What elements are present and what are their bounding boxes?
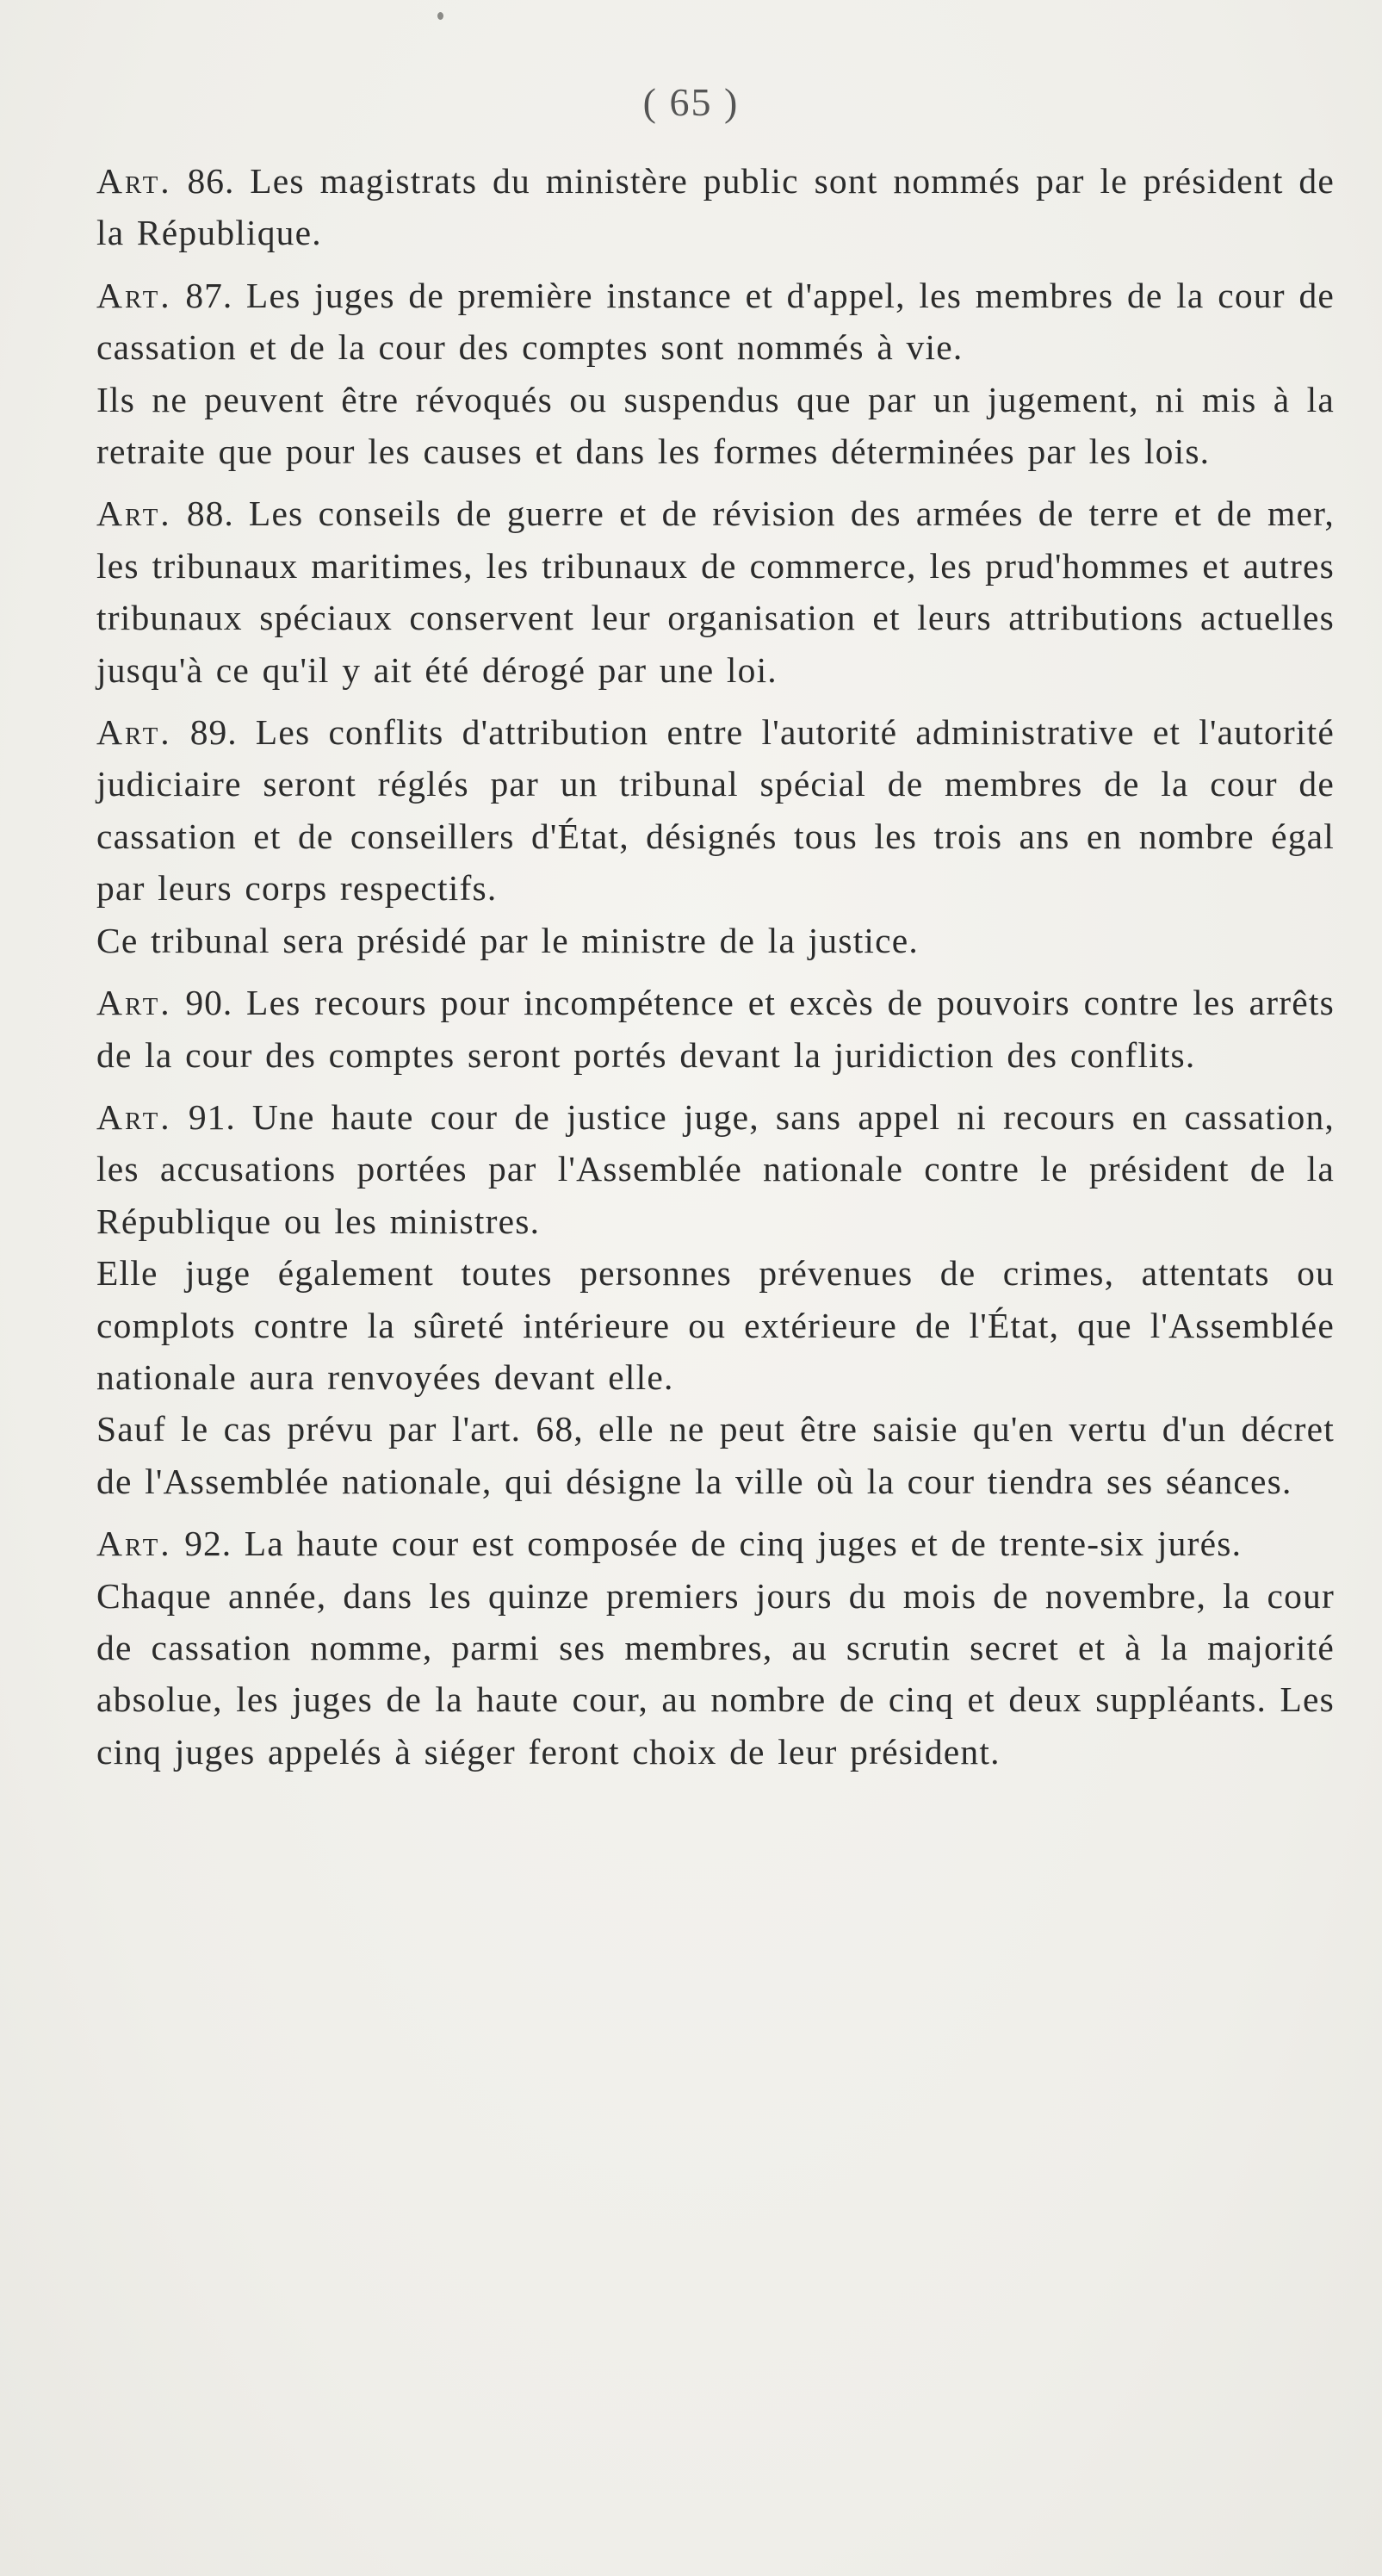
article-91 — [96, 1091, 1335, 1247]
paragraph-text: Ils ne peuvent être révoqués ou suspendus que par un jugement, ni mis à la retraite que pour les causes et dans les formes déterminées par les lois. — [96, 379, 1335, 472]
article-label: Art. — [96, 493, 172, 534]
article-92 — [96, 1518, 1335, 1569]
article-88 — [96, 487, 1335, 696]
article-number: 86. — [187, 161, 235, 201]
article-label: Art. — [96, 983, 172, 1023]
paragraph-text: Chaque année, dans les quinze premiers jours du mois de novembre, la cour de cassation nomme, parmi ses membres, au scrutin secret et à la majorité absolue, les juges de la haute cour, au nombre de cinq et deux suppléants. Les cinq juges appelés à siéger feront choix de leur président. — [96, 1575, 1335, 1772]
body-text — [96, 155, 1335, 1778]
article-text: Une haute cour de justice juge, sans appel ni recours en cassation, les accusations portées par l'Assemblée nationale contre le président de la République ou les ministres. — [96, 1096, 1335, 1241]
article-number: 87. — [185, 275, 233, 315]
paragraph-continuation — [96, 1570, 1335, 1778]
article-label: Art. — [96, 1096, 172, 1137]
article-text: Les recours pour incompétence et excès de pouvoirs contre les arrêts de la cour des comptes seront portés devant la juridiction des conflits. — [96, 983, 1335, 1075]
page-number: ( 65 ) — [642, 80, 740, 124]
paragraph-text: Ce tribunal sera présidé par le ministre de la justice. — [96, 920, 919, 960]
article-number: 89. — [189, 712, 238, 753]
article-89 — [96, 706, 1335, 915]
article-86 — [96, 155, 1335, 259]
paragraph-text: Elle juge également toutes personnes prévenues de crimes, attentats ou complots contre la sûreté intérieure ou extérieure de l'État, que l'Assemblée nationale aura renvoyées devant elle. — [96, 1253, 1335, 1397]
article-text: La haute cour est composée de cinq juges et de trente-six jurés. — [244, 1524, 1243, 1564]
article-label: Art. — [96, 712, 172, 753]
paragraph-text: Sauf le cas prévu par l'art. 68, elle ne peut être saisie qu'en vertu d'un décret de l'Assemblée nationale, qui désigne la ville où la cour tiendra ses séances. — [96, 1409, 1335, 1501]
paragraph-continuation — [96, 915, 1335, 966]
article-90 — [96, 977, 1335, 1081]
article-text: Les conflits d'attribution entre l'autorité administrative et l'autorité judiciaire seront réglés par un tribunal spécial de membres de la cour de cassation et de conseillers d'État, désignés tous les trois ans en nombre égal par leurs corps respectifs. — [96, 712, 1335, 909]
article-label: Art. — [96, 275, 172, 315]
ink-speck — [437, 12, 443, 20]
article-text: Les conseils de guerre et de révision des armées de terre et de mer, les tribunaux maritimes, les tribunaux de commerce, les prud'hommes et autres tribunaux spéciaux conservent leur organisation et leurs attributions actuelles jusqu'à ce qu'il y ait été dérogé par une loi. — [96, 493, 1336, 690]
article-label: Art. — [96, 161, 172, 201]
paragraph-continuation — [96, 374, 1335, 478]
paragraph-continuation — [96, 1403, 1335, 1507]
article-number: 88. — [186, 493, 234, 534]
article-87 — [96, 270, 1335, 374]
article-text: Les magistrats du ministère public sont nommés par le président de la République. — [96, 161, 1335, 253]
article-number: 90. — [185, 983, 233, 1023]
article-number: 92. — [184, 1524, 232, 1564]
article-number: 91. — [188, 1096, 236, 1137]
article-text: Les juges de première instance et d'appel, les membres de la cour de cassation et de la cour des comptes sont nommés à vie. — [96, 275, 1336, 368]
paragraph-continuation — [96, 1247, 1335, 1403]
article-label: Art. — [96, 1524, 172, 1564]
